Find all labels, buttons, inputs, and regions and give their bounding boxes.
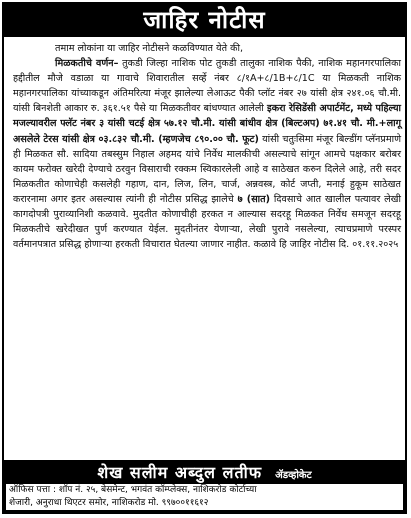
notice-intro: तमाम लोकांना या जाहिर नोटीसने कळविण्यात येते की, xyxy=(55,43,244,54)
notice-title: जाहिर नोटीस xyxy=(4,4,405,37)
office-address xyxy=(6,484,403,510)
notice-body xyxy=(13,41,401,252)
property-flat-details: इकरा रेसिडेंसी अपार्टमेंट, मध्ये पहिल्या मजल्यावरील फ्लॅट नंबर ३ यांसी चटई क्षेत्र ५७.१२ चौ.मी. यांसी बांधीव क्षेत्र (बिल्टअप) ७१.४१ चौ. मी.+लागू असलेले टेरस यांसी क्षेत्र ०३.८३२ चौ.मी. (म्हणजेच ८९०.०० चौ. फूट) xyxy=(13,103,402,145)
property-text-2: यांसी चतुःसिमा मंजूर बिल्डींग प्लॅनप्रमाणे ही मिळकत सौ. सादिया तबस्सुम निहाल अहमद यांचे निर्वेध मालकीची असल्याचे सांगून आमचे पक्षकार बरोबर कायम फरोक्त खरेदी देण्याचे ठरवुन विसाराची रक्कम स्विकारलेली आहे व साठेखत करुन दिलेले आहे, तरी सदर मिळकतीत कोणाचेही कसलेही गहाण, दान, लिज, लिन, चार्ज, अन्नवस्त्र, कोर्ट जप्ती, मनाई हुकूम साठेखत करारनामा अगर इतर असल्यास त्यांनी ही नोटीस प्रसिद्ध झालेचे xyxy=(13,133,402,205)
property-description xyxy=(13,56,401,252)
property-heading: मिळकतीचे वर्णन– xyxy=(55,58,119,70)
public-notice xyxy=(2,2,407,514)
address-line-2: शेजारी, अनुराधा थिएटर समोर, नाशिकरोड मो. ९९७००११६१२ xyxy=(9,497,209,508)
advocate-line xyxy=(4,461,405,483)
property-text-1: तुकडी जिल्हा नाशिक पोट तुकडी तालुका नाशिक पैकी, नाशिक महानगरपालिका हद्दीतील मौजे वडाळा या गावाचे शिवारातील सर्व्हे नंबर ८/१A+८/1B+८/1C या मिळकती नाशिक महानगरपालिका यांच्याकडून अंतिमरित्या मंजूर झालेल्या लेआऊट पैकी प्लॉट नंबर २७ यांसी क्षेत्र २४१.०६ चौ.मी. यांसी बिनशेती आकार रु. ३६१.५१ पैसे या मिळकतीवर बांधण्यात आलेली xyxy=(13,58,401,115)
advocate-footer xyxy=(4,460,405,512)
advocate-name: शेख सलीम अब्दुल लतीफ xyxy=(97,463,263,482)
notice-period-days: ७ (सात) xyxy=(237,193,271,205)
address-line-1: ऑफिस पत्ता : शॉप नं. २५, बेसमेन्ट, भगवंत कॉम्प्लेक्स, नाशिकरोड कोर्टाच्या xyxy=(9,485,257,495)
property-text-3: दिवसाचे आत खालील पत्यावर लेखी कागदोपत्री पुराव्यानिशी कळवावे. मुदतीत कोणाचीही हरकत न आल्यास सदरहू मिळकत निर्वेध समजून सदरहू मिळकतीचे खरेदीखत पुर्ण करण्यात येईल. मुदतीनंतर येणाऱ्या, लेखी पुरावे नसलेल्या, त्याचप्रमाणे परस्पर वर्तमानपत्रात प्रसिद्ध होणाऱ्या हरकती विचारात घेतल्या जाणार नाहीत. कळावे हि जाहिर नोटीस दि. ०१.११.२०२५ xyxy=(13,193,401,251)
advocate-role: ॲडव्होकेट xyxy=(275,470,312,481)
